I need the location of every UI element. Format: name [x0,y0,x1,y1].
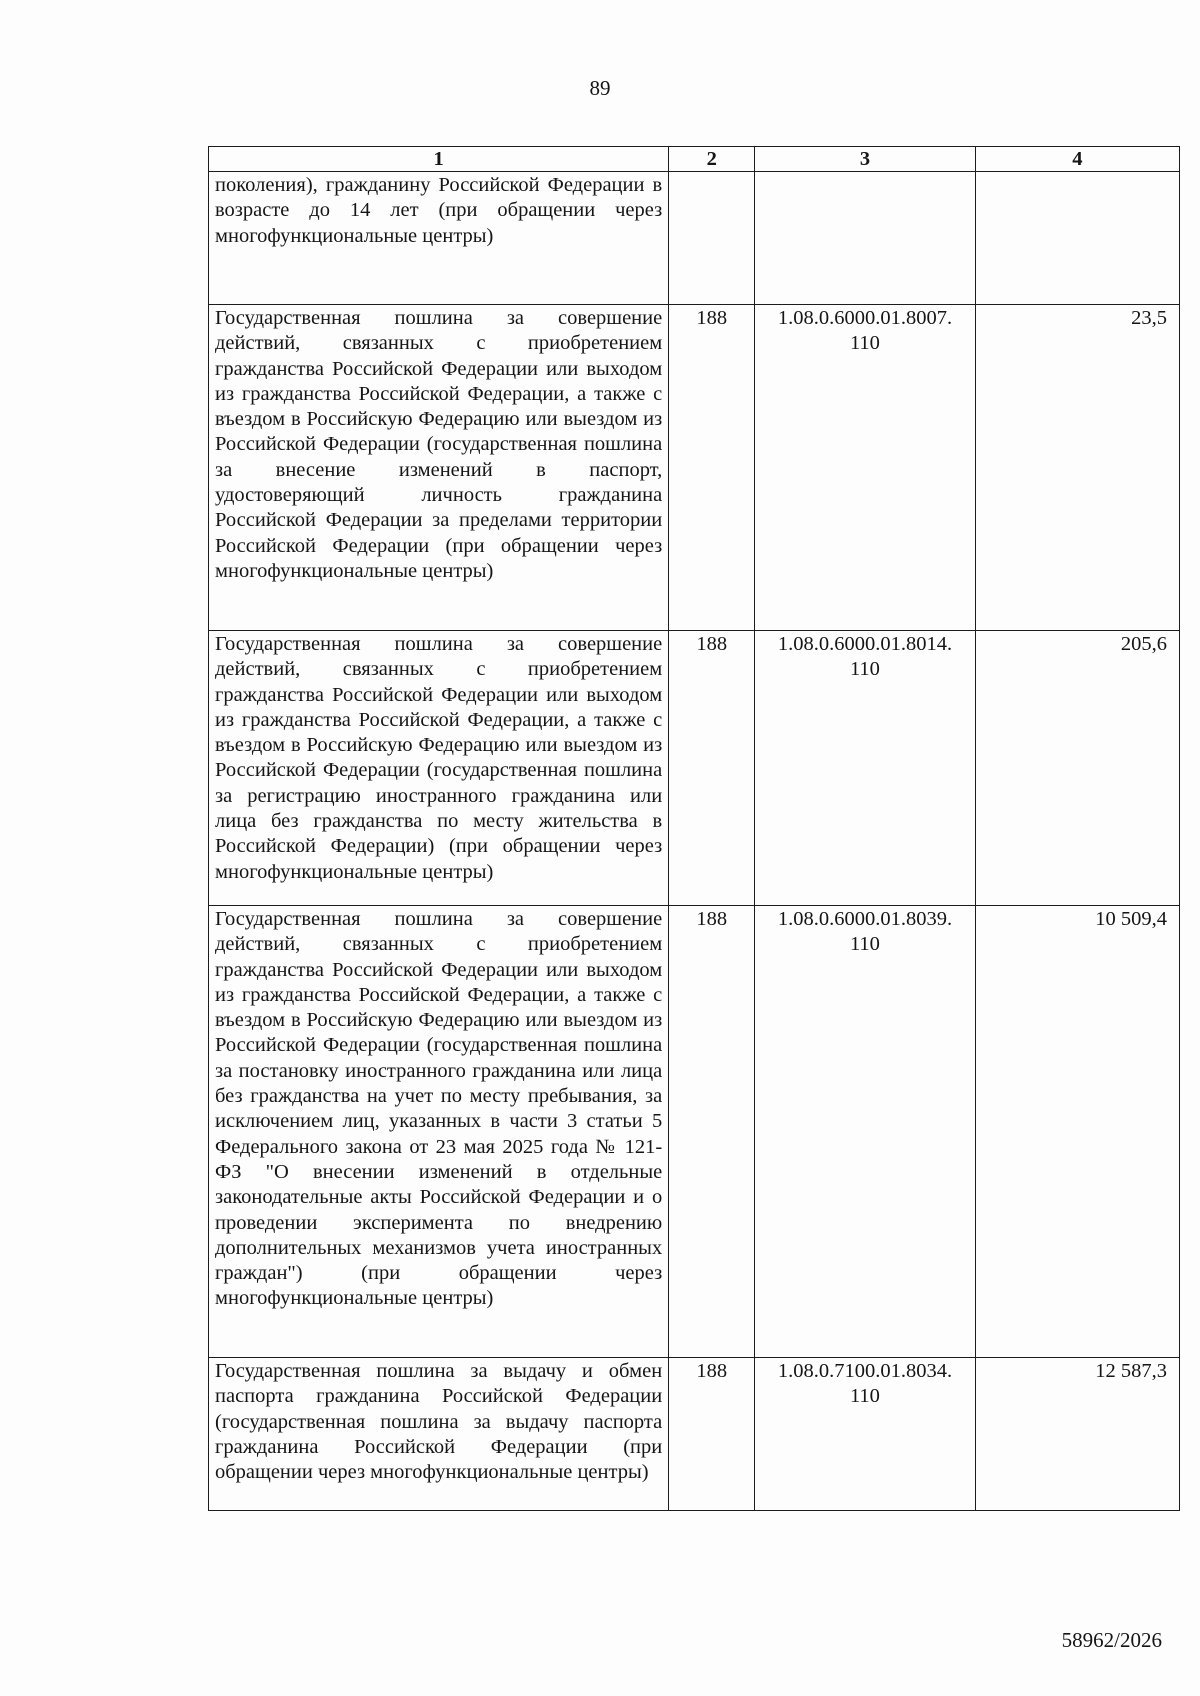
row-amount: 23,5 [975,305,1179,631]
row-amount: 205,6 [975,631,1179,906]
table-row [209,172,1180,305]
revenue-table [208,146,1180,1511]
row-kbk-code: 1.08.0.6000.01.8014. 110 [755,631,975,906]
document-registration-number: 58962/2026 [1061,1628,1162,1652]
row-description: Государственная пошлина за выдачу и обмен паспорта гражданина Российской Федерации (государственная пошлина за выдачу паспорта гражданина Российской Федерации (при обращении через многофункциональные центры) [209,1358,669,1511]
table-row [209,906,1180,1358]
row-kbk-code: 1.08.0.7100.01.8034. 110 [755,1358,975,1511]
row-description: Государственная пошлина за совершение действий, связанных с приобретением гражданства Российской Федерации или выходом из гражданства Российской Федерации, а также с въездом в Российскую Федерацию или выездом из Российской Федерации (государственная пошлина за постановку иностранного гражданина или лица без гражданства на учет по месту пребывания, за исключением лиц, указанных в части 3 статьи 5 Федерального закона от 23 мая 2025 года № 121-ФЗ "О внесении изменений в отдельные законодательные акты Российской Федерации и о проведении эксперимента по внедрению дополнительных механизмов учета иностранных граждан") (при обращении через многофункциональные центры) [209,906,669,1358]
column-header-3: 3 [755,147,975,172]
row-amount: 10 509,4 [975,906,1179,1358]
row-amount: 12 587,3 [975,1358,1179,1511]
column-header-4: 4 [975,147,1179,172]
row-kbk-code: 1.08.0.6000.01.8039. 110 [755,906,975,1358]
row-amount [975,172,1179,305]
table-row [209,305,1180,631]
row-admin-code: 188 [669,906,755,1358]
row-admin-code: 188 [669,1358,755,1511]
column-header-2: 2 [669,147,755,172]
table-header-row [209,147,1180,172]
row-admin-code: 188 [669,631,755,906]
row-description: Государственная пошлина за совершение действий, связанных с приобретением гражданства Российской Федерации или выходом из гражданства Российской Федерации, а также с въездом в Российскую Федерацию или выездом из Российской Федерации (государственная пошлина за регистрацию иностранного гражданина или лица без гражданства по месту жительства в Российской Федерации) (при обращении через многофункциональные центры) [209,631,669,906]
row-admin-code: 188 [669,305,755,631]
row-description: поколения), гражданину Российской Федерации в возрасте до 14 лет (при обращении через многофункциональные центры) [209,172,669,305]
row-kbk-code: 1.08.0.6000.01.8007. 110 [755,305,975,631]
row-description: Государственная пошлина за совершение действий, связанных с приобретением гражданства Российской Федерации или выходом из гражданства Российской Федерации, а также с въездом в Российскую Федерацию или выездом из Российской Федерации (государственная пошлина за внесение изменений в паспорт, удостоверяющий личность гражданина Российской Федерации за пределами территории Российской Федерации (при обращении через многофункциональные центры) [209,305,669,631]
table-row [209,1358,1180,1511]
row-kbk-code [755,172,975,305]
table-row [209,631,1180,906]
column-header-1: 1 [209,147,669,172]
page-number: 89 [589,76,611,100]
row-admin-code [669,172,755,305]
